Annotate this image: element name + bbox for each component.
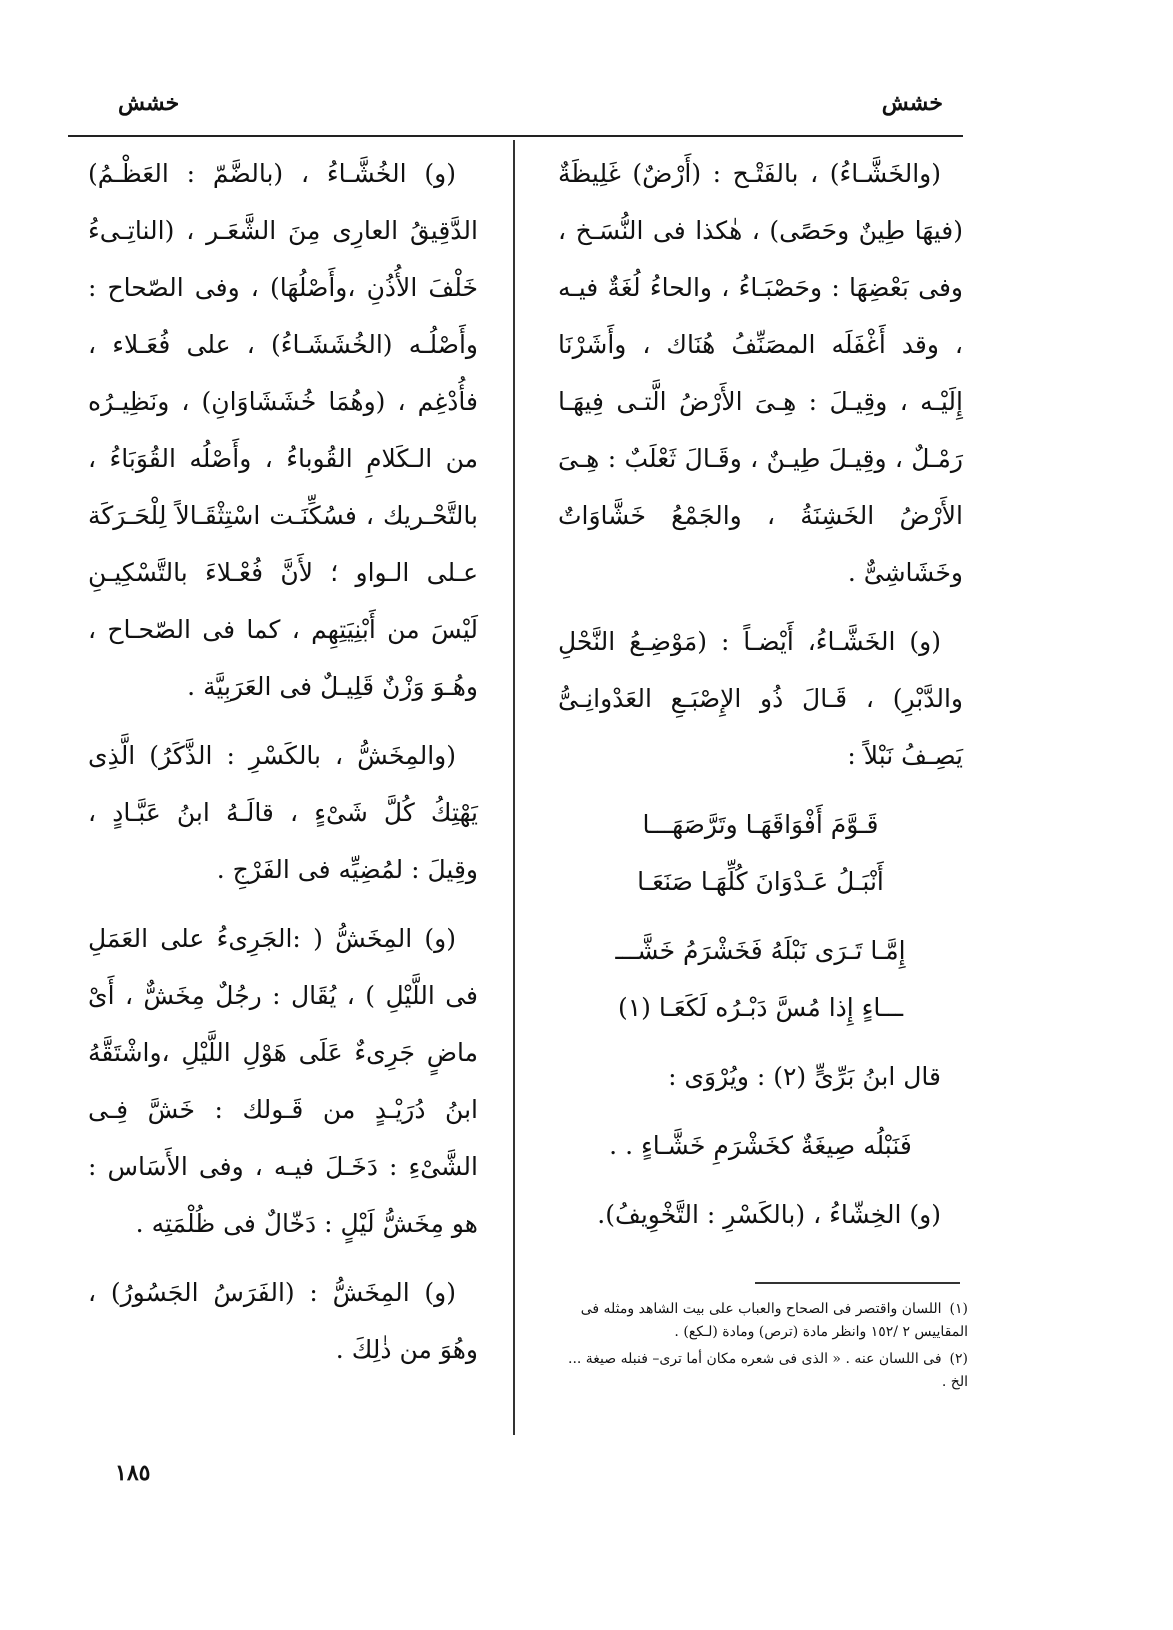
- header-rule: [68, 135, 963, 137]
- verse-block-1: [558, 796, 963, 910]
- entry-mikhash-dhakar: (والمِخَشُّ ، بالكَسْرِ : الذَّكَرُ) الَّذِى يَهْتِكُ كُلَّ شَىْءٍ ، قالَـهُ ابنُ عَبَّـادٍ ، وقِيلَ : لمُضِيِّه فى الفَرْجِ .: [88, 741, 478, 884]
- footnote-text: اللسان واقتصر فى الصحاح والعباب على بيت الشاهد ومثله فى المقاييس ٢ /١٥٢ وانظر مادة (ترص) ومادة (لـكع) .: [580, 1301, 968, 1340]
- entry-khushaa-damm: (و) الخُشَّـاءُ ، (بالضَّمّ : العَظْـمُ) الدَّقِيقُ العارِى مِنَ الشَّعَـر ، (الناتِـىءُ خَلْفَ الأُذُنِ ،وأَصْلُهَا) ، وفى الصّحاح : وأَصْلُـه (الخُشَشَـاءُ) ، على فُعَـلاء ، فأُدْغِم ، (وهُمَا خُشَشَاوَانِ) ، ونَظِيـرُه من الـكَلامِ القُوباءُ ، وأَصْلُه القُوَبَاءُ ، بالتَّحْـريك ، فسُكِّنَـت اسْتِثْقَـالاً لِلْحَـرَكَة عـلى الـواو ؛ لأَنَّ فُعْـلاءَ بالتَّسْكِيـنِ لَيْسَ من أَبْنِيَتِهِم ، كما فى الصّحـاح ، وهُـوَ وَزْنٌ قَلِيـلٌ فى العَرَبِيَّة .: [88, 159, 478, 701]
- verse-line: أَنْبَـلُ عَـدْوَانَ كُلِّهَـا صَنَعَـا: [637, 867, 884, 896]
- entry-khashaa-fath: (والخَشَّـاءُ) ، بالفَتْـح : (أَرْضٌ) غَلِيظَةٌ (فيهَا طِينٌ وحَصًى) ، هٰكذا فى النُّسَـخ ، وفى بَعْضِهَا : وحَصْبَـاءُ ، والحاءُ لُغَةٌ فيـه ، وقد أَغْفَلَه المصَنِّفُ هُنَاك ، وأَشَرْنَا إِلَيْـه ، وقِيـلَ : هِـىَ الأَرْضُ الَّتـى فِيهَـا رَمْـلٌ ، وقِيـلَ طِيـنٌ ، وقَـالَ ثَعْلَبٌ : هِـىَ الأَرْضُ الخَشِنَةُ ، والجَمْعُ خَشَّاوَاتٌ وخَشَاشِىٌّ .: [558, 159, 963, 587]
- right-column: [558, 145, 963, 1255]
- footnote-number: (٢): [949, 1351, 968, 1367]
- ibn-barri-note: قال ابنُ بَرِّىٍّ (٢) : ويُرْوَى :: [668, 1062, 941, 1091]
- page-number: ١٨٥: [115, 1460, 151, 1486]
- entry-mikhash-jari: (و) المِخَشُّ ( :الجَرِىءُ على العَمَلِ فى اللَّيْلِ ) ، يُقَال : رجُلٌ مِخَشٌّ ، أَىْ ماضٍ جَرِىءٌ عَلَى هَوْلِ اللَّيْلِ ،واشْتَقَّهُ ابنُ دُرَيْـدٍ من قَـولك : خَشَّ فِـى الشَّىْءِ : دَخَـلَ فيـه ، وفى الأَسَاس : هو مِخَشُّ لَيْلٍ : دَخّالٌ فى ظُلْمَتِه .: [88, 924, 478, 1238]
- verse-block-2: [558, 922, 963, 1036]
- running-header-left: خشش: [118, 90, 180, 116]
- entry-khishaa-kasr: (و) الخِشّاءُ ، (بالكَسْرِ : التَّخْوِيفُ).: [597, 1200, 941, 1229]
- footnote-number: (١): [949, 1301, 968, 1317]
- entry-khashaa-nahl: (و) الخَشَّـاءُ، أَيْضـاً : (مَوْضِـعُ النَّحْلِ والدَّبْرِ) ، قَـالَ ذُو الإِصْبَـعِ العَدْوانِـىُّ يَصِـفُ نَبْلاً :: [558, 627, 963, 770]
- footnote: [553, 1348, 968, 1394]
- verse-line: فَنَبْلُه صِيغَةٌ كخَشْرَمِ خَشَّـاءٍ . .: [609, 1131, 912, 1160]
- footnote: [553, 1298, 968, 1344]
- verse-line: قَـوَّمَ أَفْوَاقَهَـا وتَرَّصَهَـــا: [642, 810, 879, 839]
- verse-line: ـــاءٍ إِذا مُسَّ دَبْـرُه لَكَعَـا (١): [617, 993, 904, 1022]
- footnote-text: فى اللسان عنه . « الذى فى شعره مكان أما ترى– فنبله صيغة ... الخ .: [568, 1351, 968, 1390]
- entry-mikhash-faras: (و) المِخَشُّ : (الفَرَسُ الجَسُورُ) ، وهُوَ من ذٰلِكَ .: [88, 1278, 478, 1364]
- column-divider: [513, 140, 515, 1435]
- verse-block-3: [558, 1117, 963, 1174]
- running-header-right: خشش: [881, 90, 943, 116]
- footnote-rule: [755, 1282, 960, 1284]
- left-column: [88, 145, 478, 1390]
- verse-line: إِمَّـا تَـرَى نَبْلَهُ فَخَشْرَمُ خَشَّـــ: [615, 936, 906, 965]
- footnotes: [553, 1298, 968, 1398]
